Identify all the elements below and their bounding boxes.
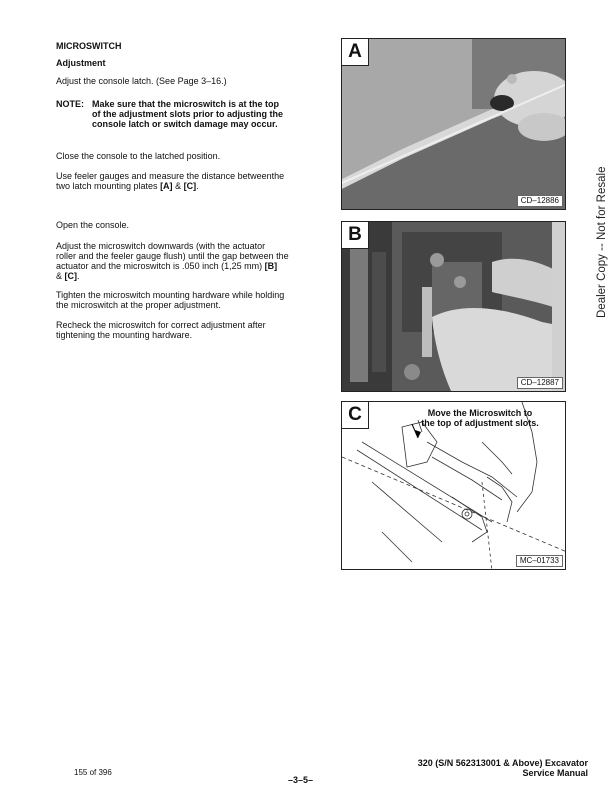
adjust-line-2: roller and the feeler gauge flush) until the gap between the [56, 251, 289, 261]
page-count: 155 of 396 [74, 768, 112, 777]
manual-line-1: 320 (S/N 562313001 & Above) Excavator [417, 758, 588, 768]
page-number: –3–5– [288, 775, 314, 785]
feeler-line-2: two latch mounting plates [A] & [C]. [56, 181, 199, 191]
note-line-2: of the adjustment slots prior to adjusting the [92, 109, 284, 119]
feeler-line-1: Use feeler gauges and measure the distance betweenthe [56, 171, 285, 181]
section-title: MICROSWITCH [56, 41, 122, 51]
manual-title [418, 758, 588, 778]
tighten-line-2: the microswitch at the proper adjustment. [56, 300, 221, 310]
recheck-line-2: tightening the mounting hardware. [56, 330, 193, 340]
tighten-line-1: Tighten the microswitch mounting hardware while holding [56, 290, 285, 300]
ref-a: [A] [160, 181, 173, 191]
figure-c-code: MC–01733 [516, 555, 563, 567]
close-console-text: Close the console to the latched position. [56, 151, 221, 161]
note-line-1: Make sure that the microswitch is at the top [92, 99, 280, 109]
figure-a-letter: A [342, 39, 369, 66]
adjust-line-1: Adjust the microswitch downwards (with the actuator [56, 241, 266, 251]
figure-a-code: CD–12886 [517, 195, 563, 207]
figure-b-photo [342, 222, 566, 392]
adjust-line-4: & [C]. [56, 271, 80, 281]
recheck-line-1: Recheck the microswitch for correct adjustment after [56, 320, 266, 330]
figure-c-callout-line-1: Move the Microswitch to [427, 408, 533, 418]
figure-c-letter: C [342, 402, 369, 429]
figure-a-photo [342, 39, 566, 210]
manual-line-2: Service Manual [522, 768, 588, 778]
adjust-latch-text: Adjust the console latch. (See Page 3–16.) [56, 76, 227, 86]
open-console-text: Open the console. [56, 220, 130, 230]
figure-c [341, 401, 566, 570]
adjust-line-3: actuator and the microswitch is .050 inch (1,25 mm) [B] [56, 261, 278, 271]
watermark: Dealer Copy -- Not for Resale [596, 166, 608, 318]
figure-c-callout-line-2: the top of adjustment slots. [421, 418, 539, 428]
note-label: NOTE: [56, 99, 84, 109]
ref-c: [C] [183, 181, 197, 191]
subsection-title: Adjustment [56, 58, 106, 68]
note-line-3: console latch or switch damage may occur. [92, 119, 278, 129]
ref-c-2: [C] [64, 271, 78, 281]
figure-b-letter: B [342, 222, 369, 249]
figure-b-code: CD–12887 [517, 377, 563, 389]
ref-b: [B] [264, 261, 278, 271]
figure-a [341, 38, 566, 210]
figure-b [341, 221, 566, 392]
